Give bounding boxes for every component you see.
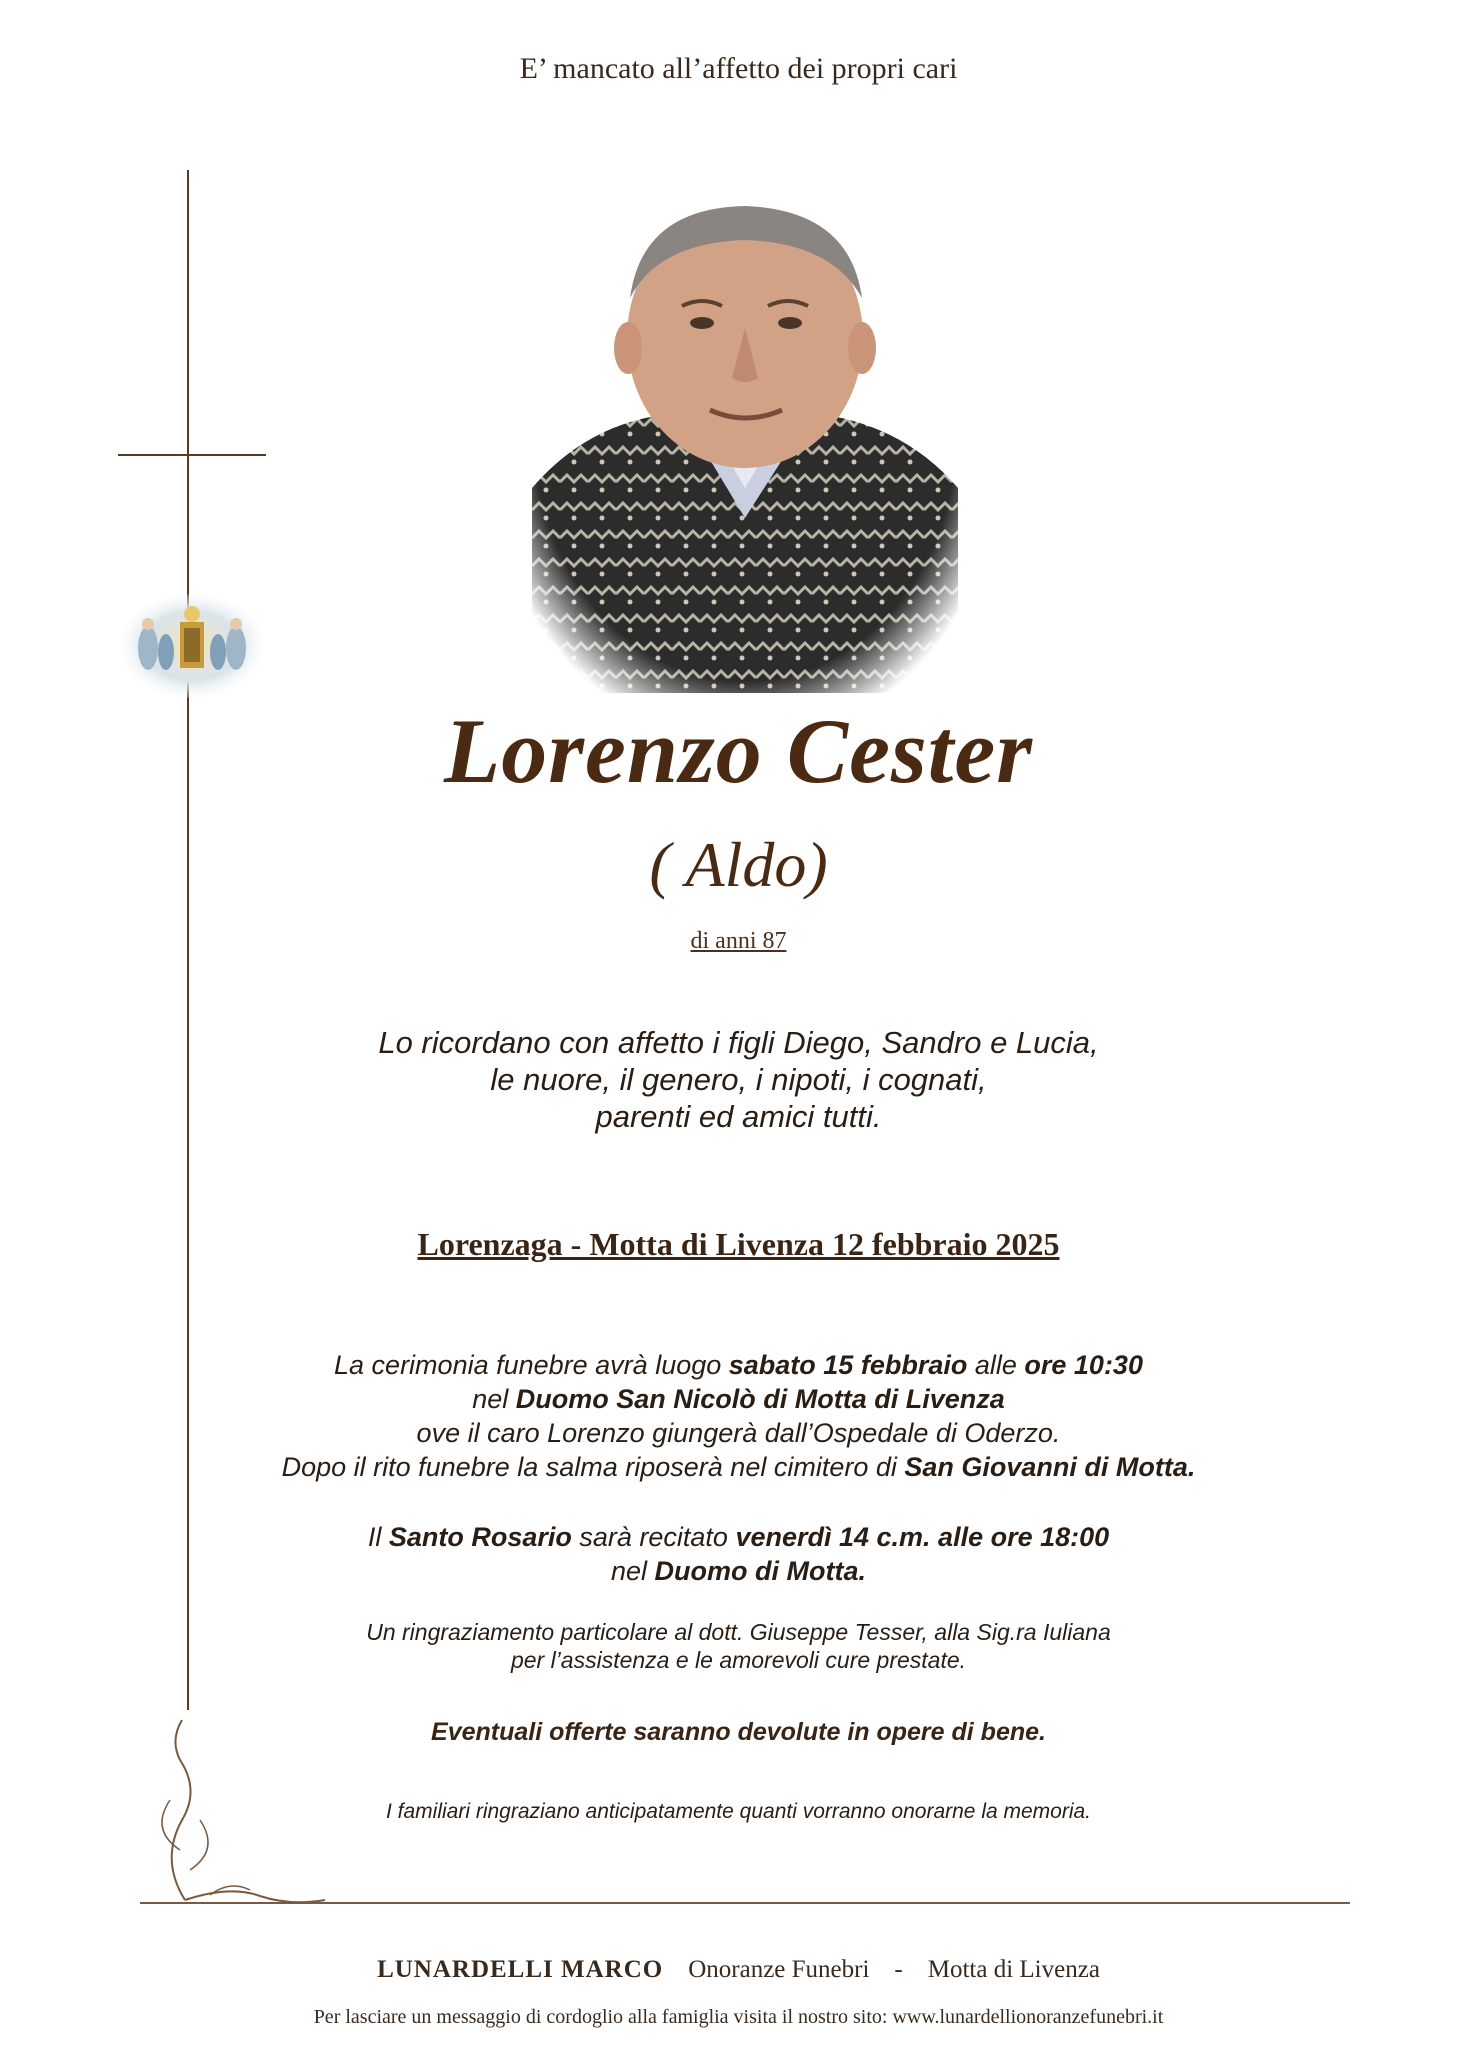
thanks-line: per l’assistenza e le amorevoli cure prestate. [510,1647,967,1673]
agency-name: LUNARDELLI MARCO [377,1956,664,1983]
footer-separator: - [894,1956,903,1983]
portrait-photo [532,188,958,693]
place-date: Lorenzaga - Motta di Livenza 12 febbraio 2025 [417,1226,1060,1262]
offers-note: Eventuali offerte saranno devolute in opere di bene. [431,1718,1046,1746]
bottom-divider [140,1902,1350,1904]
rosary-line [0,1554,1477,1588]
rosary-line [0,1520,1477,1554]
rosary-text: sarà recitato [571,1522,736,1552]
ceremony-line [0,1382,1477,1416]
mourners-text [0,1024,1477,1135]
ceremony-text: Dopo il rito funebre la salma riposerà nel cimitero di [281,1452,905,1482]
footer-message: Per lasciare un messaggio di cordoglio alla famiglia visita il nostro sito: www.lunardellionoranzefunebri.it [313,2006,1164,2028]
ceremony-cemetery: San Giovanni di Motta. [904,1452,1196,1482]
agency-service: Onoranze Funebri [688,1956,870,1983]
deceased-name: Lorenzo Cester [444,700,1033,802]
ceremony-line [0,1348,1477,1382]
ceremony-date: sabato 15 febbraio [728,1350,968,1380]
ceremony-text: La cerimonia funebre avrà luogo [334,1350,729,1380]
ceremony-line [0,1450,1477,1484]
rosary-datetime: venerdì 14 c.m. alle ore 18:00 [735,1522,1110,1552]
rosary-title: Santo Rosario [388,1522,572,1552]
rosary-place: Duomo di Motta. [654,1556,866,1586]
ceremony-text: nel [472,1384,516,1414]
header-text: E’ mancato all’affetto dei propri cari [519,52,958,85]
deceased-nickname: ( Aldo) [649,829,828,900]
ceremony-time: ore 10:30 [1024,1350,1143,1380]
ceremony-info [0,1348,1477,1484]
family-note: I familiari ringraziano anticipatamente quanti vorranno onorarne la memoria. [385,1800,1092,1823]
mourners-line: parenti ed amici tutti. [595,1099,882,1134]
religious-image-icon [118,592,266,700]
mourners-line: le nuore, il genero, i nipoti, i cognati, [490,1062,987,1097]
thanks-line: Un ringraziamento particolare al dott. Giuseppe Tesser, alla Sig.ra Iuliana [366,1619,1111,1645]
flourish-ornament [140,1700,330,1910]
rosary-info [0,1520,1477,1588]
rosary-text: nel [610,1556,655,1586]
agency-town: Motta di Livenza [927,1956,1100,1983]
thanks-text [0,1618,1477,1674]
ceremony-church: Duomo San Nicolò di Motta di Livenza [515,1384,1005,1414]
ceremony-text: alle [967,1350,1025,1380]
ceremony-line: ove il caro Lorenzo giungerà dall’Ospedale di Oderzo. [416,1418,1061,1448]
deceased-age: di anni 87 [690,928,787,954]
rosary-text: Il [367,1522,389,1552]
cross-horizontal-line [118,454,266,456]
mourners-line: Lo ricordano con affetto i figli Diego, Sandro e Lucia, [378,1025,1099,1060]
footer-agency-line [0,1956,1477,1984]
